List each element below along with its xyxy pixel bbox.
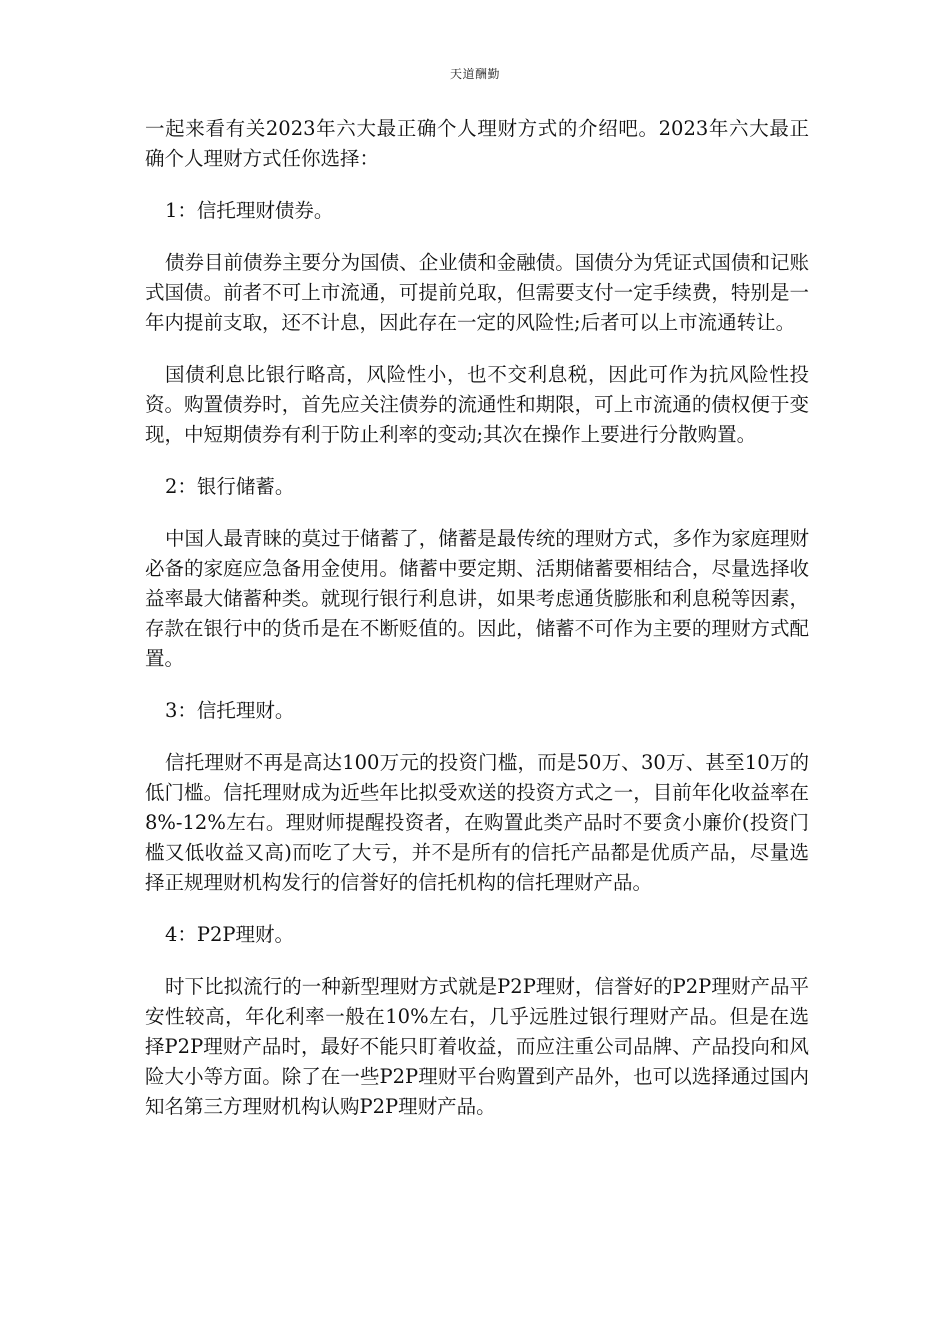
body-paragraph: 信托理财不再是高达100万元的投资门槛，而是50万、30万、甚至10万的低门槛。信托理财成为近些年比拟受欢送的投资方式之一，目前年化收益率在8%-12%左右。理财师提醒投资者，在购置此类产品时不要贪小廉价(投资门槛又低收益又高)而吃了大亏，并不是所有的信托产品都是优质产品，尽量选择正规理财机构发行的信誉好的信托机构的信托理财产品。 (145, 751, 809, 894)
paragraph-gap (145, 502, 809, 524)
paragraph-gap (145, 950, 809, 972)
section-heading-3: 3：信托理财。 (165, 699, 295, 722)
body-paragraph: 中国人最青睐的莫过于储蓄了，储蓄是最传统的理财方式，多作为家庭理财必备的家庭应急备用金使用。储蓄中要定期、活期储蓄要相结合，尽量选择收益率最大储蓄种类。就现行银行利息讲，如果考虑通货膨胀和利息税等因素，存款在银行中的货币是在不断贬值的。因此，储蓄不可作为主要的理财方式配置。 (145, 527, 809, 670)
paragraph-gap (145, 338, 809, 360)
body-paragraph: 时下比拟流行的一种新型理财方式就是P2P理财，信誉好的P2P理财产品平安性较高，年化利率一般在10%左右，几乎远胜过银行理财产品。但是在选择P2P理财产品时，最好不能只盯着收益，而应注重公司品牌、产品投向和风险大小等方面。除了在一些P2P理财平台购置到产品外，也可以选择通过国内知名第三方理财机构认购P2P理财产品。 (145, 975, 809, 1118)
paragraph-gap (145, 674, 809, 696)
section-heading-1: 1：信托理财债券。 (165, 199, 334, 222)
paragraph-gap (145, 450, 809, 472)
paragraph-gap (145, 226, 809, 248)
paragraph-gap (145, 726, 809, 748)
page-header: 天道酬勤 (449, 67, 500, 81)
body-paragraph: 债券目前债券主要分为国债、企业债和金融债。国债分为凭证式国债和记账式国债。前者不可上市流通，可提前兑取，但需要支付一定手续费，特别是一年内提前支取，还不计息，因此存在一定的风险性;后者可以上市流通转让。 (145, 251, 809, 334)
paragraph-gap (145, 174, 809, 196)
body-paragraph: 国债利息比银行略高，风险性小，也不交利息税，因此可作为抗风险性投资。购置债券时，首先应关注债券的流通性和期限，可上市流通的债权便于变现，中短期债券有利于防止利率的变动;其次在操作上要进行分散购置。 (145, 363, 809, 446)
paragraph-gap (145, 898, 809, 920)
document-body (145, 114, 809, 1122)
section-heading-2: 2：银行储蓄。 (165, 475, 295, 498)
intro-paragraph: 一起来看有关2023年六大最正确个人理财方式的介绍吧。2023年六大最正确个人理财方式任你选择： (145, 117, 809, 170)
section-heading-4: 4：P2P理财。 (165, 923, 295, 946)
